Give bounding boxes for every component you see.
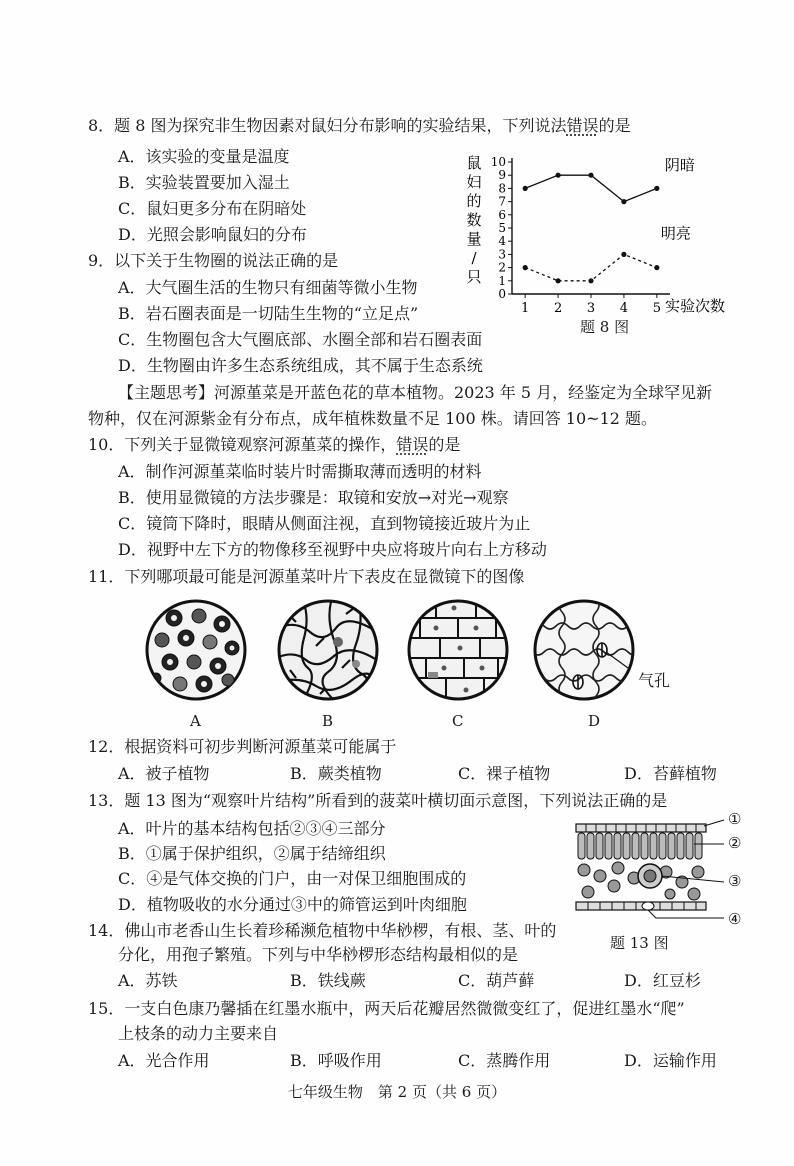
q10-emphasis: 错误 [396, 435, 429, 454]
q8-stem: 8．题 8 图为探究非生物因素对鼠妇分布影响的实验结果，下列说法错误的是 [88, 116, 631, 135]
chart-series-line-1 [525, 175, 657, 201]
q12-option-b[interactable]: B．蕨类植物 [290, 764, 382, 783]
chart-y-label-char: 鼠 [466, 154, 482, 172]
chart-x-tick-label: 5 [652, 301, 661, 316]
chart-series-label-2: 明亮 [660, 224, 691, 243]
q13-option-d[interactable]: D．植物吸收的水分通过③中的筛管运到叶肉细胞 [118, 895, 467, 914]
chart-y-tick-label: 9 [498, 168, 506, 183]
q13-stem: 13．题 13 图为“观察叶片结构”所看到的菠菜叶横切面示意图，下列说法正确的是 [88, 791, 668, 810]
q8-figure-caption: 题 8 图 [580, 318, 630, 336]
q14-option-a[interactable]: A．苏铁 [118, 971, 178, 990]
q8-option-b[interactable]: B．实验装置要加入湿土 [118, 173, 290, 192]
q9-option-c[interactable]: C．生物圈包含大气圈底部、水圈全部和岩石圈表面 [118, 330, 483, 349]
q9-option-d[interactable]: D．生物圈由许多生态系统组成，其不属于生态系统 [118, 356, 483, 375]
q8-line-chart [460, 150, 780, 320]
chart-y-tick-label: 0 [498, 287, 506, 301]
theme-line-2: 物种，仅在河源紫金有分布点，成年植株数量不足 100 株。请回答 10~12 题。 [88, 409, 658, 428]
chart-point [588, 173, 593, 178]
micrograph-d-label: D [588, 712, 601, 730]
q12-option-a[interactable]: A．被子植物 [118, 764, 210, 783]
chart-point [555, 278, 560, 283]
marker-3: ③ [728, 872, 742, 890]
chart-y-tick-label: 3 [498, 247, 506, 262]
chart-x-tick-label: 2 [553, 301, 563, 316]
chart-x-tick-label: 4 [619, 301, 629, 316]
chart-y-label-char: 量 [466, 230, 482, 248]
marker-1: ① [728, 810, 742, 828]
q10-option-c[interactable]: C．镜筒下降时，眼睛从侧面注视，直到物镜接近玻片为止 [118, 514, 531, 533]
micrograph-c-label: C [452, 712, 464, 730]
stoma-label: 气孔 [638, 671, 671, 690]
chart-point [523, 265, 528, 270]
q14-line-1: 14．佛山市老香山生长着珍稀濒危植物中华桫椤，有根、茎、叶的 [88, 921, 557, 940]
chart-y-label-char: 妇 [466, 173, 482, 191]
micrograph-a-label: A [190, 712, 201, 730]
chart-point [523, 186, 528, 191]
q10-option-a[interactable]: A．制作河源堇菜临时装片时需撕取薄而透明的材料 [118, 462, 482, 481]
chart-x-tick-label: 3 [586, 301, 596, 316]
chart-point [621, 199, 626, 204]
q14-option-b[interactable]: B．铁线蕨 [290, 971, 366, 990]
chart-y-label-char: / [471, 249, 477, 267]
micrograph-b[interactable] [276, 598, 380, 702]
chart-y-tick-label: 7 [498, 194, 506, 209]
chart-point [621, 252, 626, 257]
chart-point [555, 173, 560, 178]
q9-stem: 9．以下关于生物圈的说法正确的是 [88, 251, 339, 270]
leaf-cross-section-diagram [574, 814, 734, 924]
q13-option-c[interactable]: C．④是气体交换的门户，由一对保卫细胞围成的 [118, 869, 467, 888]
q13-option-b[interactable]: B．①属于保护组织，②属于结缔组织 [118, 844, 386, 863]
chart-y-tick-label: 6 [498, 207, 506, 222]
q10-option-b[interactable]: B．使用显微镜的方法步骤是：取镜和安放→对光→观察 [118, 488, 509, 507]
theme-line-1: 【主题思考】河源堇菜是开蓝色花的草本植物。2023 年 5 月，经鉴定为全球罕见新 [118, 383, 713, 402]
q14-option-c[interactable]: C．葫芦藓 [458, 971, 535, 990]
chart-y-tick-label: 5 [498, 221, 506, 235]
q9-option-a[interactable]: A．大气圈生活的生物只有细菌等微小生物 [118, 278, 418, 297]
q12-option-c[interactable]: C．裸子植物 [458, 764, 551, 783]
micrograph-c[interactable] [406, 598, 510, 702]
chart-y-tick-label: 1 [498, 273, 506, 288]
q8-emphasis: 错误 [566, 116, 599, 135]
q15-line-1: 15．一支白色康乃馨插在红墨水瓶中，两天后花瓣居然微微变红了，促进红墨水“爬” [88, 999, 685, 1018]
chart-y-label-char: 数 [466, 211, 482, 229]
chart-point [654, 265, 659, 270]
chart-y-tick-label: 2 [498, 260, 506, 275]
chart-series-label-1: 阴暗 [664, 155, 695, 174]
q15-option-c[interactable]: C．蒸腾作用 [458, 1051, 551, 1070]
q12-stem: 12．根据资料可初步判断河源堇菜可能属于 [88, 737, 397, 756]
q8-option-c[interactable]: C．鼠妇更多分布在阴暗处 [118, 199, 307, 218]
q9-option-b[interactable]: B．岩石圈表面是一切陆生生物的“立足点” [118, 304, 419, 323]
q15-line-2: 上枝条的动力主要来自 [118, 1024, 279, 1043]
chart-x-label: 实验次数 [665, 297, 726, 315]
micrograph-a[interactable] [144, 598, 248, 702]
q15-option-d[interactable]: D．运输作用 [624, 1051, 717, 1070]
chart-y-label [466, 154, 481, 286]
page-footer: 七年级生物 第 2 页（共 6 页） [287, 1083, 507, 1101]
q13-figure-caption: 题 13 图 [610, 934, 669, 952]
micrograph-b-label: B [322, 712, 334, 730]
q10-option-d[interactable]: D．视野中左下方的物像移至视野中央应将玻片向右上方移动 [118, 540, 547, 559]
chart-y-tick-label: 10 [490, 155, 506, 169]
q11-stem: 11．下列哪项最可能是河源堇菜叶片下表皮在显微镜下的图像 [88, 567, 525, 586]
q10-stem: 10．下列关于显微镜观察河源堇菜的操作，错误的是 [88, 435, 461, 454]
marker-4: ④ [728, 910, 742, 928]
chart-y-label-char: 只 [466, 268, 482, 286]
chart-point [588, 278, 593, 283]
chart-y-label-char: 的 [466, 192, 482, 210]
q14-line-2: 分化，用孢子繁殖。下列与中华桫椤形态结构最相似的是 [118, 945, 519, 964]
q15-option-b[interactable]: B．呼吸作用 [290, 1051, 382, 1070]
chart-point [654, 186, 659, 191]
q8-option-a[interactable]: A．该实验的变量是温度 [118, 147, 290, 166]
q12-option-d[interactable]: D．苔藓植物 [624, 764, 717, 783]
q14-option-d[interactable]: D．红豆杉 [624, 971, 701, 990]
chart-series-line-2 [525, 254, 657, 280]
q13-option-a[interactable]: A．叶片的基本结构包括②③④三部分 [118, 819, 386, 838]
chart-x-tick-label: 1 [521, 301, 530, 316]
marker-2: ② [728, 834, 742, 852]
micrograph-d[interactable] [532, 598, 636, 702]
q8-option-d[interactable]: D．光照会影响鼠妇的分布 [118, 225, 307, 244]
chart-y-tick-label: 8 [498, 181, 506, 196]
q15-option-a[interactable]: A．光合作用 [118, 1051, 210, 1070]
chart-y-tick-label: 4 [498, 234, 506, 249]
